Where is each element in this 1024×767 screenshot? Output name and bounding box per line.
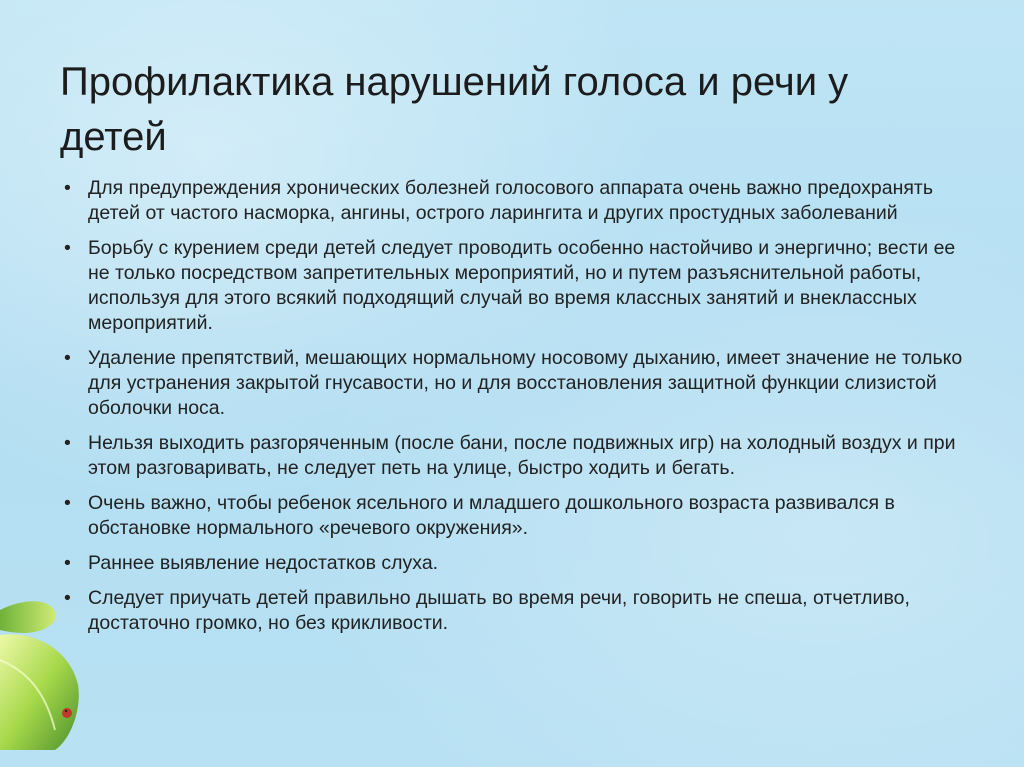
- bullet-dot-icon: •: [64, 347, 71, 369]
- bullet-text: Следует приучать детей правильно дышать во время речи, говорить не спеша, отчетливо, достаточно громко, но без крикливости.: [88, 587, 910, 634]
- ladybug-shape: [62, 708, 72, 718]
- leaf-decoration-icon: [0, 590, 110, 750]
- bullet-item: [64, 586, 964, 636]
- bullet-text: Удаление препятствий, мешающих нормальному носовому дыханию, имеет значение не только для устранения закрытой гнусавости, но и для восстановления защитной функции слизистой оболочки носа.: [88, 347, 963, 419]
- bullet-text: Борьбу с курением среди детей следует проводить особенно настойчиво и энергично; вести ее не только посредством запретительных мероприятий, но и путем разъяснительной работы, используя для этого всякий подходящий случай во время классных занятий и внеклассных мероприятий.: [88, 237, 956, 334]
- bullet-item: [64, 236, 964, 336]
- bullet-dot-icon: •: [64, 552, 71, 574]
- bullet-item: [64, 551, 964, 576]
- bullet-dot-icon: •: [64, 237, 71, 259]
- bullet-list: [64, 176, 964, 646]
- ladybug-spot-shape: [65, 710, 67, 712]
- leaf-top-shape: [0, 601, 56, 633]
- bullet-dot-icon: •: [64, 587, 71, 609]
- bullet-dot-icon: •: [64, 432, 71, 454]
- bullet-item: [64, 346, 964, 421]
- bullet-item: [64, 491, 964, 541]
- bullet-text: Для предупреждения хронических болезней голосового аппарата очень важно предохранять детей от частого насморка, ангины, острого ларингита и других простудных заболеваний: [88, 177, 933, 224]
- bullet-dot-icon: •: [64, 492, 71, 514]
- bullet-dot-icon: •: [64, 177, 71, 199]
- slide-title: Профилактика нарушений голоса и речи у детей: [60, 59, 849, 159]
- bullet-text: Раннее выявление недостатков слуха.: [88, 552, 439, 574]
- bullet-item: [64, 431, 964, 481]
- bullet-text: Нельзя выходить разгоряченным (после бани, после подвижных игр) на холодный воздух и при этом разговаривать, не следует петь на улице, быстро ходить и бегать.: [88, 432, 956, 479]
- bullet-item: [64, 176, 964, 226]
- bullet-text: Очень важно, чтобы ребенок ясельного и младшего дошкольного возраста развивался в обстановке нормального «речевого окружения».: [88, 492, 895, 539]
